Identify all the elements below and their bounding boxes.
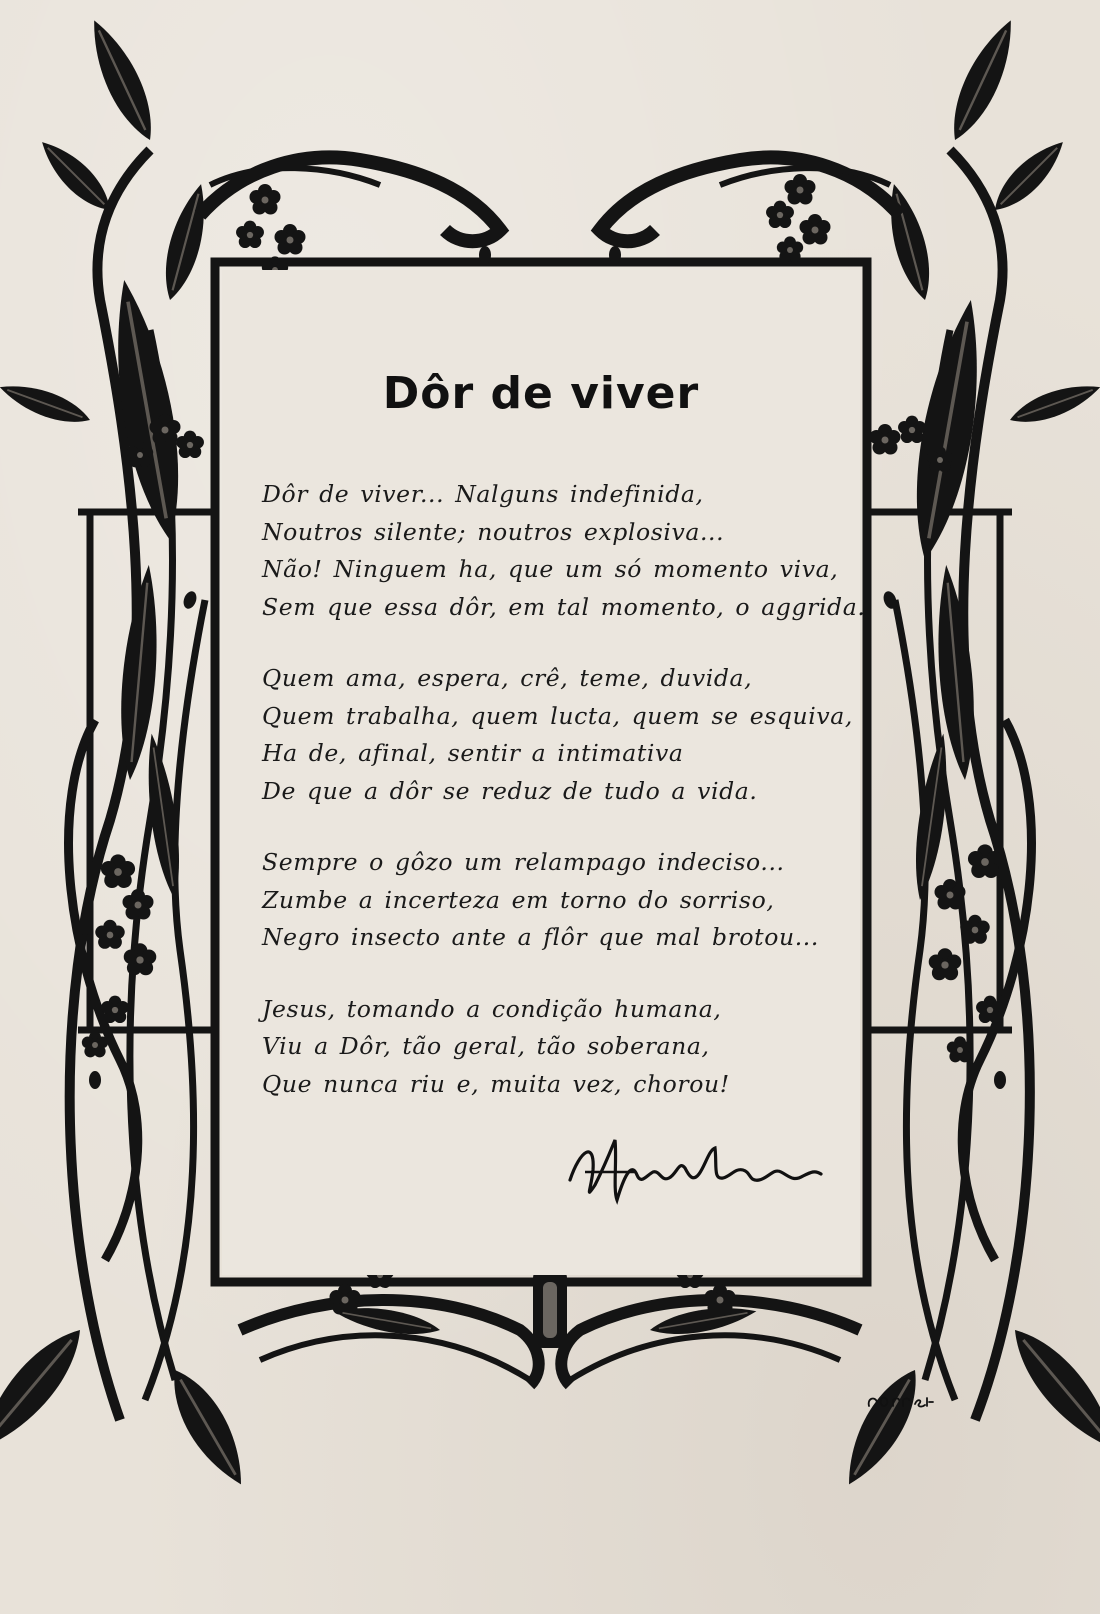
poem-line: Ha de, afinal, sentir a intimativa — [262, 739, 684, 767]
poem-line: Que nunca riu e, muita vez, chorou! — [262, 1069, 730, 1098]
poem-line: Zumbe a incerteza em torno do sorriso, — [262, 885, 775, 914]
stanza-2 — [262, 660, 853, 810]
stanza-3 — [262, 844, 842, 957]
poem-line: Não! Ninguem ha, que um só momento viva, — [262, 555, 839, 583]
author-signature — [565, 1130, 825, 1210]
poem-line: Quem trabalha, quem lucta, quem se esquiva, — [262, 701, 853, 730]
poem-line: De que a dôr se reduz de tudo a vida. — [262, 776, 758, 805]
poem-line: Dôr de viver... Nalguns indefinida, — [262, 480, 704, 508]
poem-line: Sem que essa dôr, em tal momento, o aggrida. — [262, 592, 866, 621]
poem-line: Sempre o gôzo um relampago indeciso... — [262, 848, 785, 876]
stanza-4 — [262, 991, 842, 1104]
poem-body — [262, 476, 866, 1137]
stanza-1 — [262, 476, 866, 626]
poem-line: Jesus, tomando a condição humana, — [262, 994, 722, 1023]
poem-line: Quem ama, espera, crê, teme, duvida, — [262, 664, 753, 692]
poem-title: Dôr de viver — [382, 368, 700, 419]
poem-line: Noutros silente; noutros explosiva... — [262, 517, 725, 546]
poem-line: Viu a Dôr, tão geral, tão soberana, — [262, 1032, 710, 1060]
artist-mark — [865, 1392, 935, 1412]
right-vine-ornament — [833, 14, 1100, 1494]
poem-line: Negro insecto ante a flôr que mal brotou... — [262, 923, 819, 951]
